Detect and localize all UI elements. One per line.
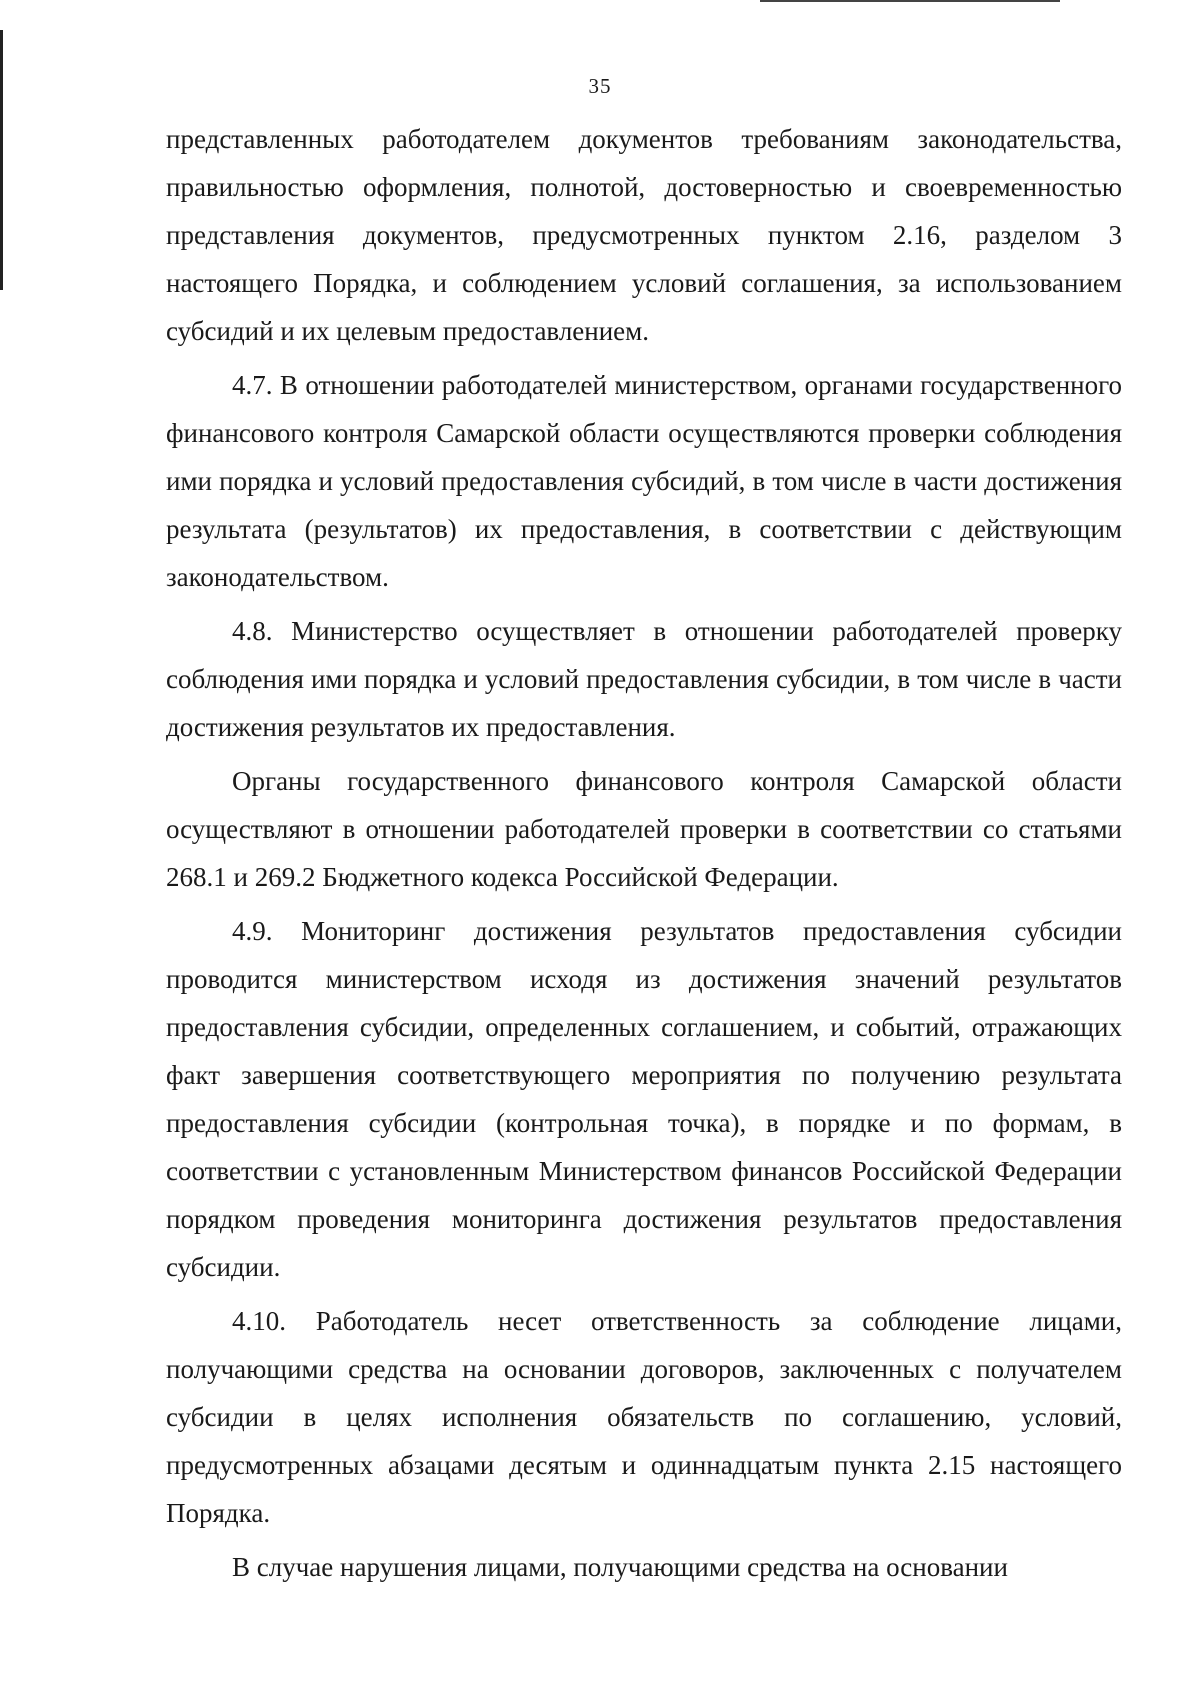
paragraph-control-bodies: Органы государственного финансового контроля Самарской области осуществляют в отношении работодателей проверки в соответствии со статьями 268.1 и 269.2 Бюджетного кодекса Российской Федерации. xyxy=(166,766,1122,892)
paragraph-continuation: представленных работодателем документов требованиям законодательства, правильностью оформления, полнотой, достоверностью и своевременностью представления документов, предусмотренных пунктом 2.16, разделом 3 настоящего Порядка, и соблюдением условий соглашения, за использованием субсидий и их целевым предоставлением. xyxy=(166,124,1122,346)
page-number: 35 xyxy=(588,74,612,98)
paragraph-violation: В случае нарушения лицами, получающими средства на основании xyxy=(232,1552,1008,1582)
paragraph-4-9: 4.9. Мониторинг достижения результатов предоставления субсидии проводится министерством исходя из достижения значений результатов предоставления субсидии, определенных соглашением, и событий, отражающих факт завершения соответствующего мероприятия по получению результата предоставления субсидии (контрольная точка), в порядке и по формам, в соответствии с установленным Министерством финансов Российской Федерации порядком проведения мониторинга достижения результатов предоставления субсидии. xyxy=(166,916,1122,1282)
scan-edge-left xyxy=(0,30,3,290)
body-text xyxy=(166,115,1122,1591)
paragraph-4-7: 4.7. В отношении работодателей министерством, органами государственного финансового контроля Самарской области осуществляются проверки соблюдения ими порядка и условий предоставления субсидий, в том числе в части достижения результата (результатов) их предоставления, в соответствии с действующим законодательством. xyxy=(166,370,1122,592)
paragraph-4-10: 4.10. Работодатель несет ответственность за соблюдение лицами, получающими средства на основании договоров, заключенных с получателем субсидии в целях исполнения обязательств по соглашению, условий, предусмотренных абзацами десятым и одиннадцатым пункта 2.15 настоящего Порядка. xyxy=(166,1306,1122,1528)
paragraph-4-8: 4.8. Министерство осуществляет в отношении работодателей проверку соблюдения ими порядка и условий предоставления субсидии, в том числе в части достижения результатов их предоставления. xyxy=(166,616,1122,742)
scan-edge-top xyxy=(760,0,1060,2)
